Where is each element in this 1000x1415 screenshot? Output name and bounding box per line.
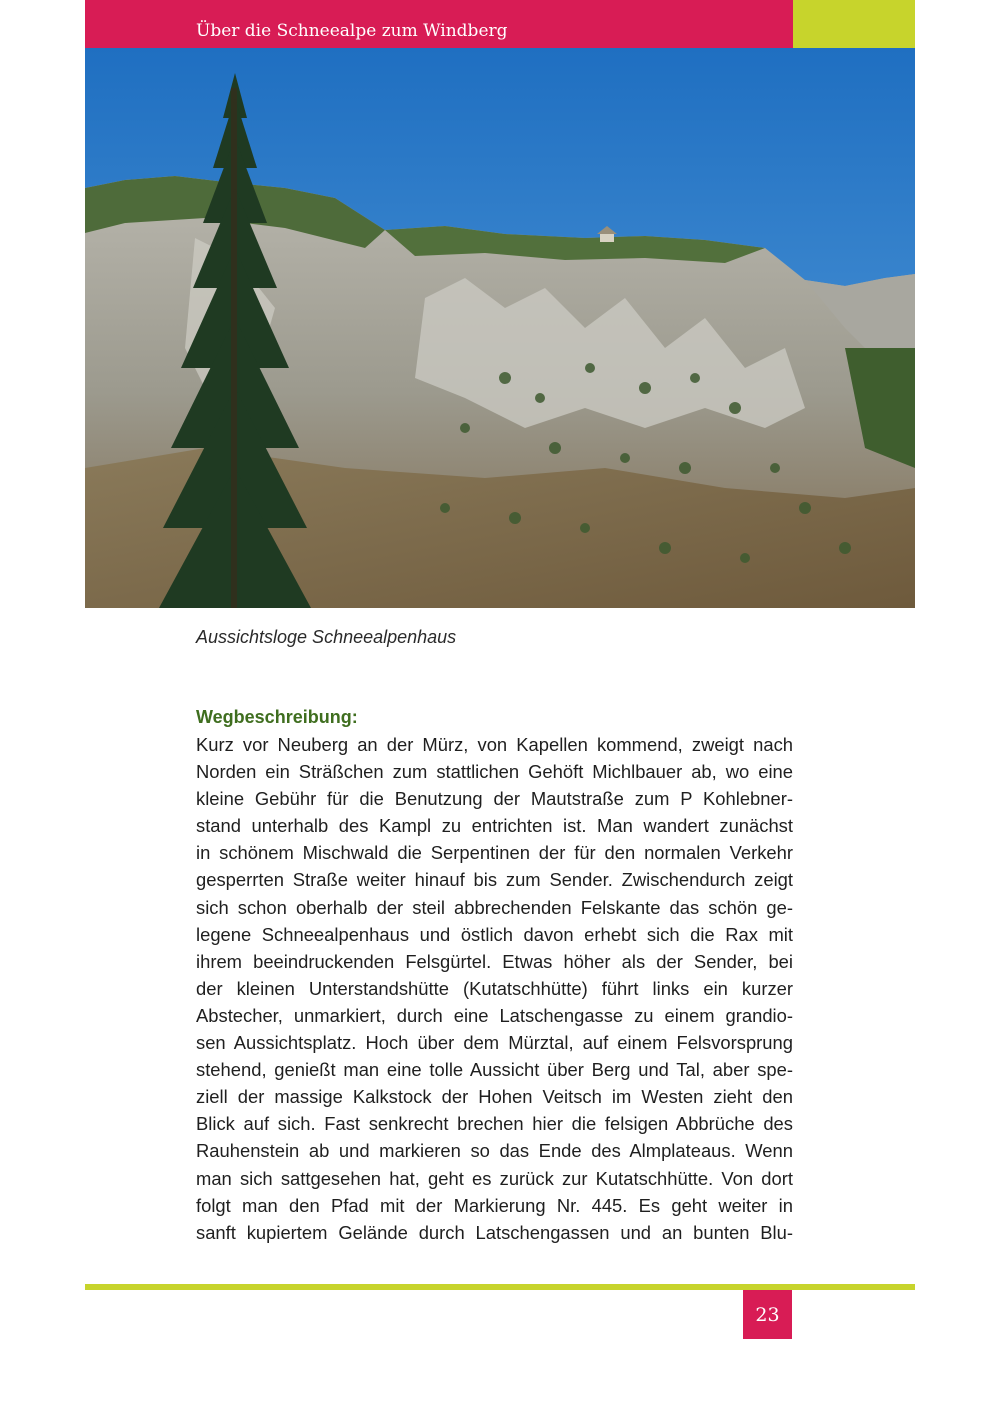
body-line: sanft kupiertem Gelände durch Latschengassen und an bunten Blu- <box>196 1221 793 1243</box>
section-heading: Wegbeschreibung: <box>196 707 358 727</box>
body-paragraph <box>196 731 793 1246</box>
page-number-box <box>743 1290 792 1339</box>
running-header-title: Über die Schneealpe zum Windberg <box>196 21 508 41</box>
body-line: Blick auf sich. Fast senkrecht brechen hier die felsigen Abbrüche des <box>196 1113 793 1135</box>
body-line: Abstecher, unmarkiert, durch eine Latschengasse zu einem grandio- <box>196 1004 793 1026</box>
mountain-photo <box>85 48 915 608</box>
body-line: Rauhenstein ab und markieren so das Ende des Almplateaus. Wenn <box>196 1140 793 1162</box>
body-line: stehend, genießt man eine tolle Aussicht über Berg und Tal, aber spe- <box>196 1059 793 1081</box>
body-line: ziell der massige Kalkstock der Hohen Veitsch im Westen zieht den <box>196 1086 793 1108</box>
photo-caption: Aussichtsloge Schneealpenhaus <box>196 627 457 647</box>
body-line: legene Schneealpenhaus und östlich davon erhebt sich die Rax mit <box>196 923 793 945</box>
header-accent-block <box>793 0 915 48</box>
body-line: sich schon oberhalb der steil abbrechenden Felskante das schön ge- <box>196 896 793 918</box>
body-line: der kleinen Unterstandshütte (Kutatschhütte) führt links ein kurzer <box>196 977 793 999</box>
body-line: sen Aussichtsplatz. Hoch über dem Mürztal, auf einem Felsvorsprung <box>196 1032 793 1054</box>
body-line: man sich sattgesehen hat, geht es zurück zur Kutatschhütte. Von dort <box>196 1167 793 1189</box>
body-line: Norden ein Sträßchen zum stattlichen Gehöft Michlbauer ab, wo eine <box>196 761 793 783</box>
page-number: 23 <box>755 1303 780 1326</box>
body-line: gesperrten Straße weiter hinauf bis zum Sender. Zwischendurch zeigt <box>196 869 793 891</box>
body-line: folgt man den Pfad mit der Markierung Nr. 445. Es geht weiter in <box>196 1194 793 1216</box>
body-line: ihrem beeindruckenden Felsgürtel. Etwas höher als der Sender, bei <box>196 950 793 972</box>
body-line: stand unterhalb des Kampl zu entrichten ist. Man wandert zunächst <box>196 815 793 837</box>
body-line: Kurz vor Neuberg an der Mürz, von Kapellen kommend, zweigt nach <box>196 734 793 755</box>
body-line: kleine Gebühr für die Benutzung der Mautstraße zum P Kohlebner- <box>196 788 793 810</box>
body-line: in schönem Mischwald die Serpentinen der für den normalen Verkehr <box>196 842 793 864</box>
